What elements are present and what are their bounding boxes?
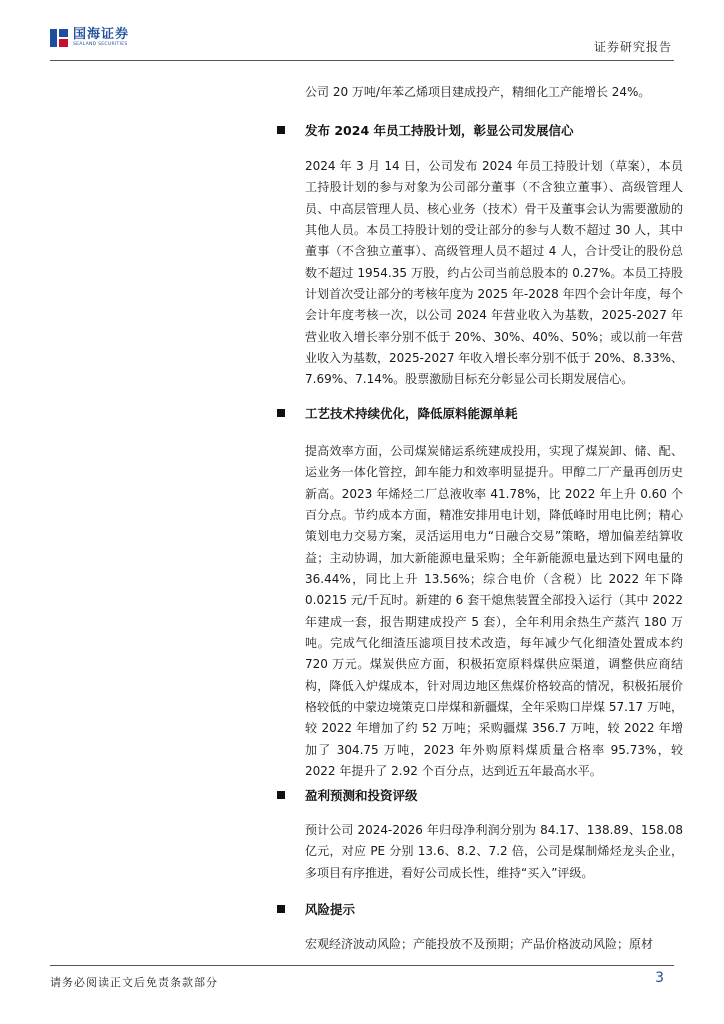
section-title-risk <box>277 900 355 918</box>
header-divider <box>50 60 674 61</box>
logo-name-en: SEALAND SECURITIES <box>73 42 128 47</box>
section-body-process: 提高效率方面，公司煤炭储运系统建成投用，实现了煤炭卸、储、配、运业务一体化管控，卸车能力和效率明显提升。甲醇二厂产量再创历史新高。2023 年烯烃二厂总液收率 41.78%，比 2022 年上升 0.60 个百分点。节约成本方面，精准安排用电计划，降低峰时用电比例；精心策划电力交易方案，灵活运用电力“日融合交易”策略，增加偏差结算收益；主动协调，加大新能源电量采购；全年新能源电量达到下网电量的 36.44%，同比上升 13.56%；综合电价（含税）比 2022 年下降 0.0215 元/千瓦时。新建的 6 套干熄焦装置全部投入运行（其中 2022 年建成一套，报告期建成投产 5 套），全年利用余热生产蒸汽 180 万吨。完成气化细渣压滤项目技术改造，每年减少气化细渣处置成本约 720 万元。煤炭供应方面，积极拓宽原料煤供应渠道，调整供应商结构，降低入炉煤成本，针对周边地区焦煤价格较高的情况，积极拓展价格较低的中蒙边境策克口岸煤和新疆煤，全年采购口岸煤 57.17 万吨，较 2022 年增加了约 52 万吨；采购疆煤 356.7 万吨，较 2022 年增加了 304.75 万吨，2023 年外购原料煤质量合格率 95.73%，较 2022 年提升了 2.92 个百分点，达到近五年最高水平。 <box>305 444 683 779</box>
section-body-forecast: 预计公司 2024-2026 年归母净利润分别为 84.17、138.89、158.08 亿元，对应 PE 分别 13.6、8.2、7.2 倍，公司是煤制烯烃龙头企业，多项目有序推进，看好公司成长性，维持“买入”评级。 <box>305 823 683 880</box>
section-title-forecast <box>277 786 418 804</box>
bullet-square-icon <box>277 126 285 134</box>
company-logo <box>50 28 129 48</box>
footer-divider <box>50 965 674 966</box>
page-number: 3 <box>655 970 664 986</box>
logo-mark-icon <box>50 29 68 47</box>
section-body-esop: 2024 年 3 月 14 日，公司发布 2024 年员工持股计划（草案），本员工持股计划的参与对象为公司部分董事（不含独立董事）、高级管理人员、中高层管理人员、核心业务（技术）骨干及董事会认为需要激励的其他人员。本员工持股计划的受让部分的参与人数不超过 30 人，其中董事（不含独立董事）、高级管理人员不超过 4 人，合计受让的股份总数不超过 1954.35 万股，约占公司当前总股本的 0.27%。本员工持股计划首次受让部分的考核年度为 2025 年-2028 年四个会计年度，每个会计年度考核一次，以公司 2024 年营业收入为基数，2025-2027 年营业收入增长率分别不低于 20%、30%、40%、50%；或以前一年营业收入为基数，2025-2027 年收入增长率分别不低于 20%、8.33%、7.69%、7.14%。股票激励目标充分彰显公司长期发展信心。 <box>305 159 683 387</box>
footer-disclaimer: 请务必阅读正文后免责条款部分 <box>50 976 218 989</box>
section-title-text: 工艺技术持续优化，降低原料能源单耗 <box>305 406 518 421</box>
bullet-square-icon <box>277 905 285 913</box>
intro-paragraph: 公司 20 万吨/年苯乙烯项目建成投产，精细化工产能增长 24%。 <box>305 85 651 99</box>
section-title-esop <box>277 121 574 139</box>
section-title-process <box>277 404 518 422</box>
section-title-text: 盈利预测和投资评级 <box>305 788 418 803</box>
page-header <box>0 0 724 60</box>
report-type-label: 证券研究报告 <box>593 40 672 54</box>
bullet-square-icon <box>277 409 285 417</box>
section-body-risk: 宏观经济波动风险；产能投放不及预期；产品价格波动风险；原材 <box>305 937 654 951</box>
section-title-text: 发布 2024 年员工持股计划，彰显公司发展信心 <box>305 123 574 138</box>
logo-name-cn: 国海证券 <box>73 27 130 42</box>
bullet-square-icon <box>277 791 285 799</box>
section-title-text: 风险提示 <box>305 902 356 917</box>
